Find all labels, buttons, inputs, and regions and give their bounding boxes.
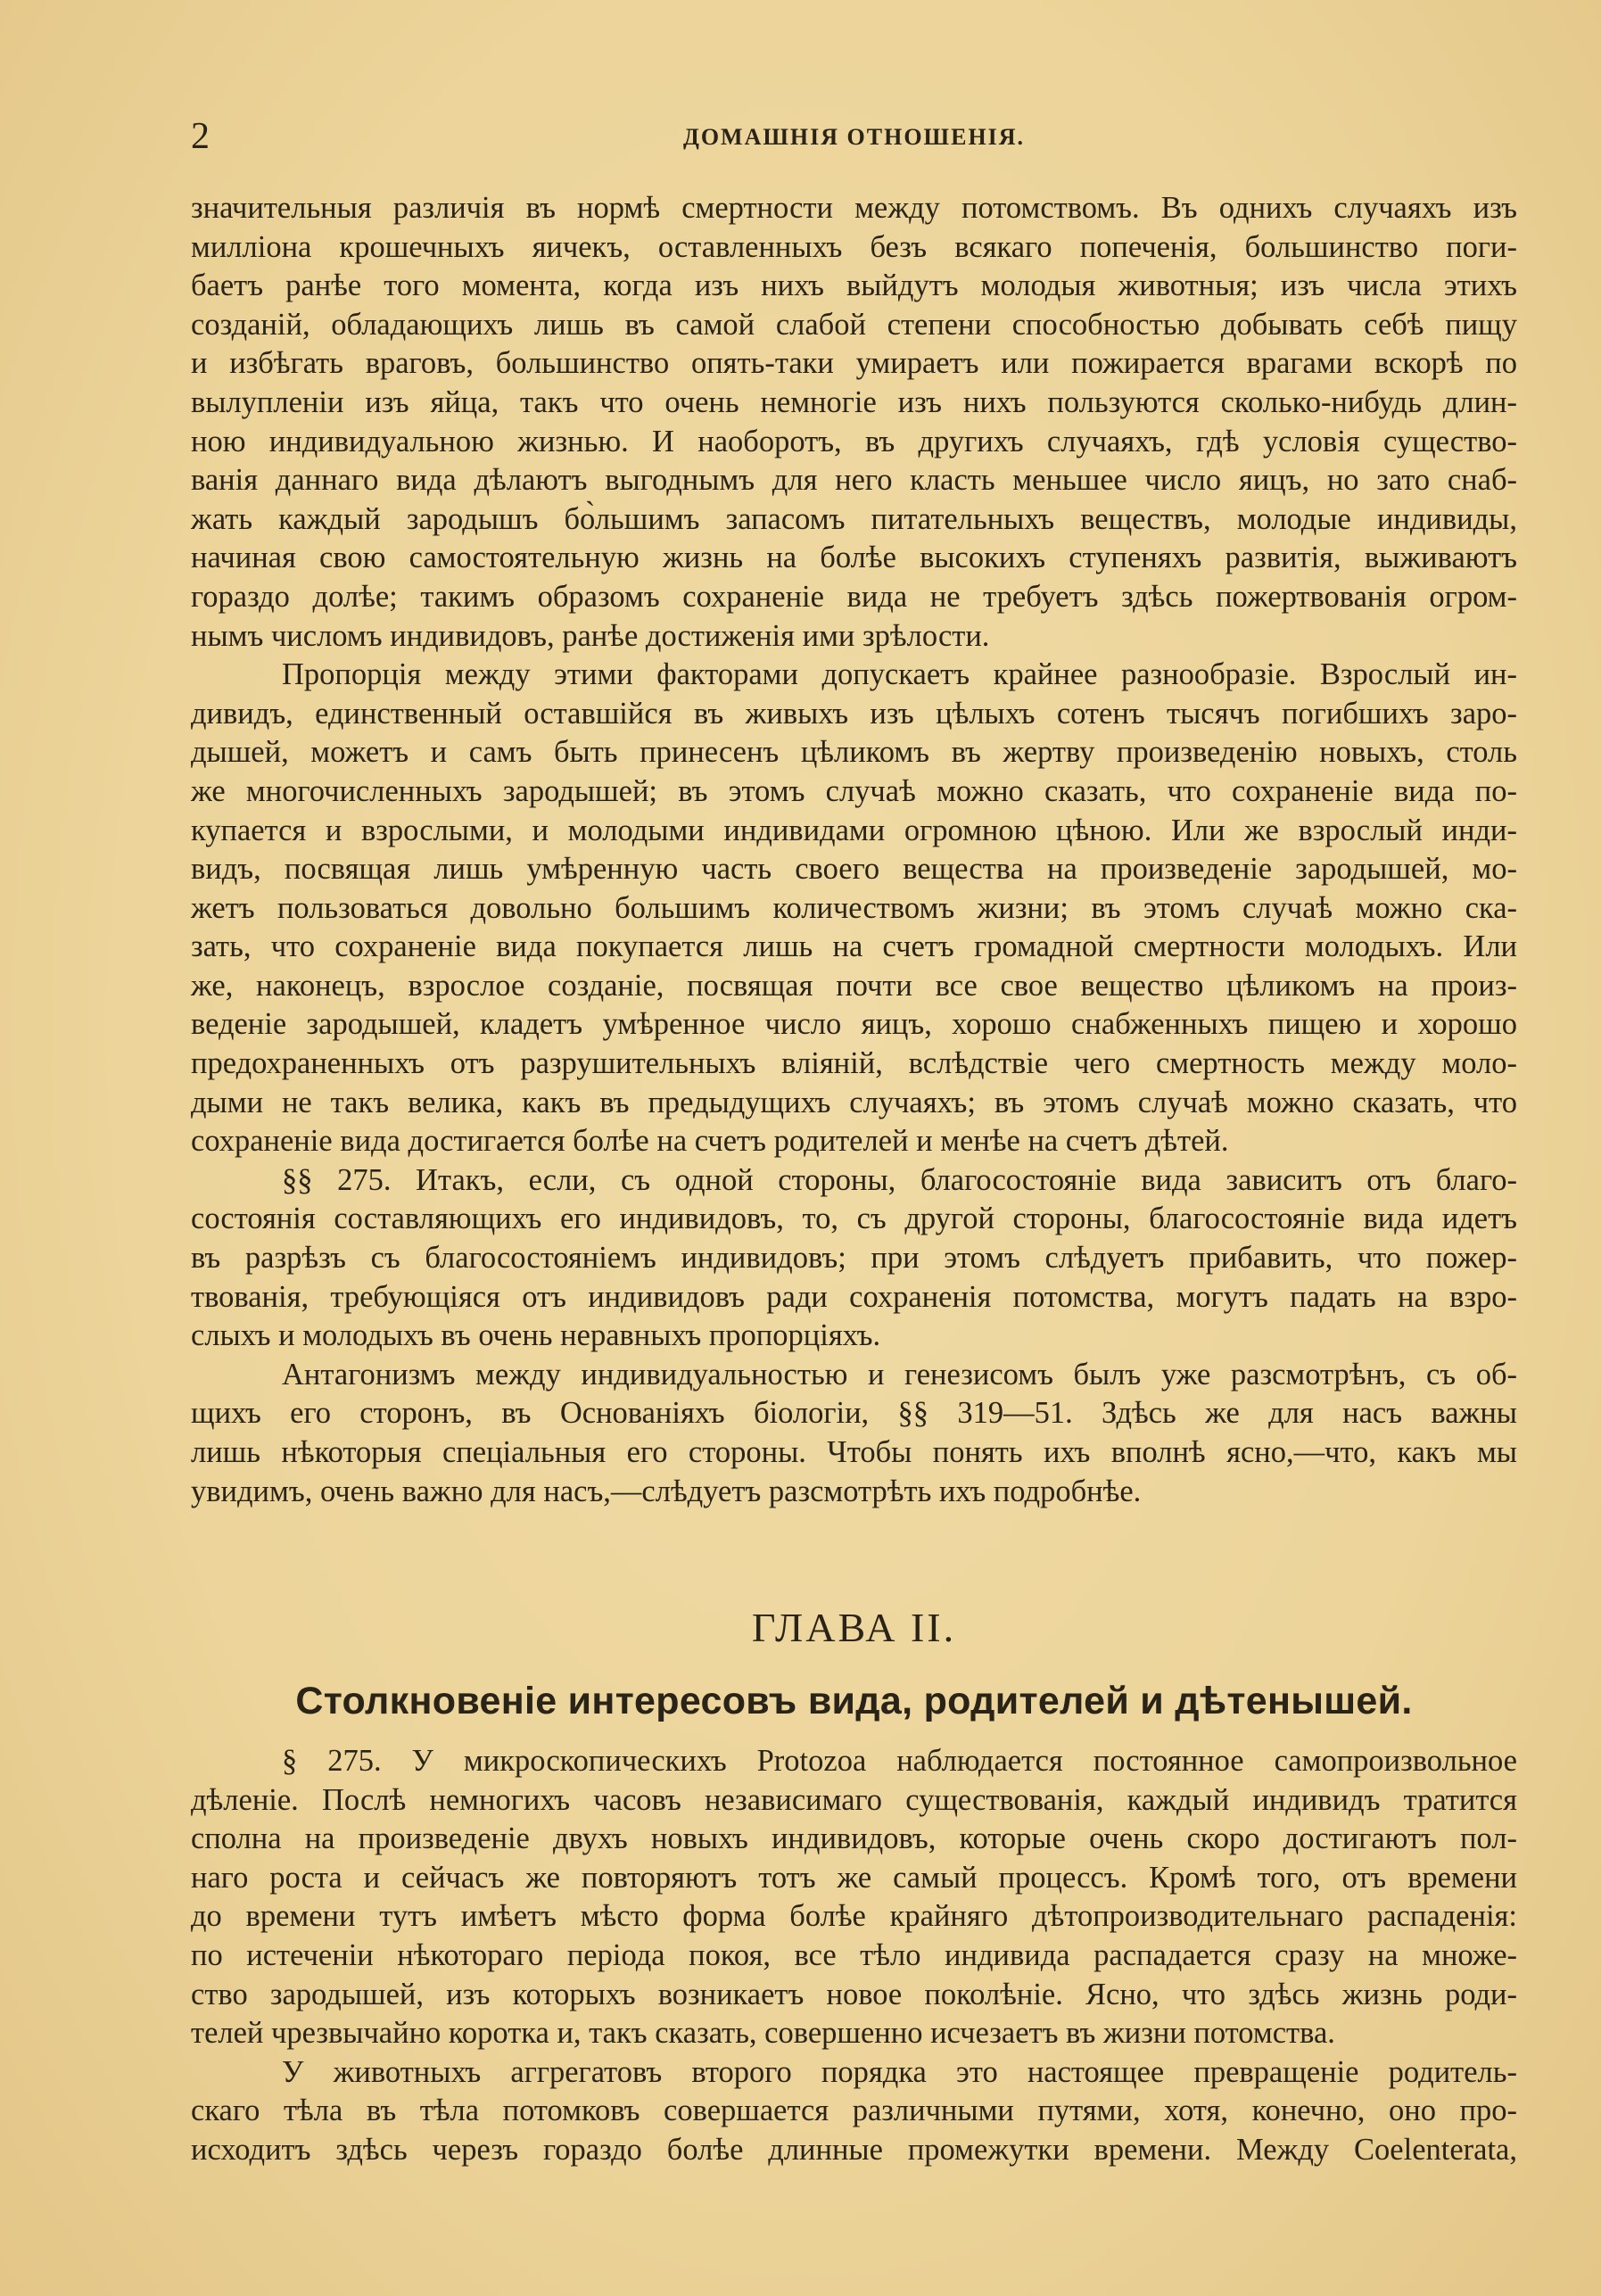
text-line: значительныя различія въ нормѣ смертности между потомствомъ. Въ однихъ случаяхъ изъ	[191, 191, 1517, 225]
main-text-block	[191, 189, 1517, 1511]
paragraph-4	[191, 1356, 1517, 1511]
text-line: скаго тѣла въ тѣла потомковъ совершается различными путями, хотя, конечно, оно про-	[191, 2094, 1517, 2128]
text-line: же, наконецъ, взрослое созданіе, посвящая почти все свое вещество цѣликомъ на произ-	[191, 968, 1517, 1003]
text-line: жетъ пользоваться довольно большимъ количествомъ жизни; въ этомъ случаѣ можно ска-	[191, 890, 1517, 925]
text-line: состоянія составляющихъ его индивидовъ, то, съ другой стороны, благосостояніе вида идетъ	[191, 1202, 1517, 1236]
paragraph-6	[191, 2053, 1517, 2170]
text-line: дышей, можетъ и самъ быть принесенъ цѣликомъ въ жертву произведенію новыхъ, столь	[191, 735, 1517, 770]
text-line: жать каждый зародышъ бо̀льшимъ запасомъ питательныхъ веществъ, молодые индивиды,	[191, 501, 1517, 536]
text-line: сохраненіе вида достигается болѣе на счетъ родителей и менѣе на счетъ дѣтей.	[191, 1124, 1229, 1159]
text-line: слыхъ и молодыхъ въ очень неравныхъ пропорціяхъ.	[191, 1318, 881, 1353]
text-line: наго роста и сейчасъ же повторяютъ тотъ же самый процессъ. Кромѣ того, отъ времени	[191, 1860, 1517, 1895]
text-line: въ разрѣзъ съ благосостояніемъ индивидовъ; при этомъ слѣдуетъ прибавить, что пожер-	[191, 1241, 1517, 1276]
text-line: Антагонизмъ между индивидуальностью и генезисомъ былъ уже разсмотрѣнъ, съ об-	[282, 1357, 1517, 1392]
page-header	[191, 114, 1517, 159]
text-line: Пропорція между этими факторами допускаетъ крайнее разнообразіе. Взрослый ин-	[282, 657, 1517, 692]
text-line: нымъ числомъ индивидовъ, ранѣе достиженія ими зрѣлости.	[191, 618, 990, 653]
text-line: § 275. У микроскопическихъ Protozoa наблюдается постоянное самопроизвольное	[282, 1744, 1517, 1778]
text-line: гораздо долѣе; такимъ образомъ сохраненіе вида не требуетъ здѣсь пожертвованія огром-	[191, 579, 1517, 614]
text-line: дивидъ, единственный оставшійся въ живыхъ изъ цѣлыхъ сотенъ тысячъ погибшихъ заро-	[191, 696, 1517, 731]
text-line: щихъ его сторонъ, въ Основаніяхъ біологіи, §§ 319—51. Здѣсь же для насъ важны	[191, 1396, 1517, 1431]
text-line: зать, что сохраненіе вида покупается лишь на счетъ громадной смертности молодыхъ. Или	[191, 929, 1517, 964]
text-line: сполна на произведеніе двухъ новыхъ индивидовъ, которые очень скоро достигаютъ пол-	[191, 1821, 1517, 1856]
text-line: предохраненныхъ отъ разрушительныхъ вліяній, вслѣдствіе чего смертность между моло-	[191, 1046, 1517, 1081]
text-line: купается и взрослыми, и молодыми индивидами огромною цѣною. Или же взрослый инди-	[191, 813, 1517, 847]
text-line: ство зародышей, изъ которыхъ возникаетъ новое поколѣніе. Ясно, что здѣсь жизнь роди-	[191, 1977, 1517, 2011]
chapter-subtitle: Столкновеніе интересовъ вида, родителей и дѣтенышей.	[295, 1680, 1413, 1722]
paragraph-3	[191, 1161, 1517, 1356]
text-line: дыми не такъ велика, какъ въ предыдущихъ случаяхъ; въ этомъ случаѣ можно сказать, что	[191, 1085, 1517, 1119]
page-number: 2	[191, 116, 210, 157]
text-line: начиная свою самостоятельную жизнь на болѣе высокихъ ступеняхъ развитія, выживаютъ	[191, 541, 1517, 575]
text-line: баетъ ранѣе того момента, когда изъ нихъ выйдутъ молодыя животныя; изъ числа этихъ	[191, 268, 1517, 303]
text-line: же многочисленныхъ зародышей; въ этомъ случаѣ можно сказать, что сохраненіе вида по-	[191, 773, 1517, 808]
text-line: видъ, посвящая лишь умѣренную часть своего вещества на произведеніе зародышей, мо-	[191, 852, 1517, 887]
text-line: до времени тутъ имѣетъ мѣсто форма болѣе крайняго дѣтопроизводительнаго распаденія:	[191, 1899, 1517, 1934]
chapter-title: ГЛАВА II.	[751, 1605, 957, 1650]
text-line: ною индивидуальною жизнью. И наоборотъ, въ другихъ случаяхъ, гдѣ условія существо-	[191, 424, 1517, 458]
text-line: по истеченіи нѣкотораго періода покоя, все тѣло индивида распадается сразу на множе-	[191, 1937, 1517, 1972]
text-line: лишь нѣкоторыя спеціальныя его стороны. Чтобы понять ихъ вполнѣ ясно,—что, какъ мы	[191, 1435, 1517, 1469]
text-line: ванія даннаго вида дѣлаютъ выгоднымъ для него класть меньшее число яицъ, но зато снаб-	[191, 463, 1517, 498]
text-line: У животныхъ аггрегатовъ второго порядка это настоящее превращеніе родитель-	[282, 2054, 1517, 2089]
text-line: §§ 275. Итакъ, если, съ одной стороны, благосостояніе вида зависитъ отъ благо-	[282, 1162, 1517, 1197]
text-line: милліона крошечныхъ яичекъ, оставленныхъ безъ всякаго попеченія, большинство поги-	[191, 229, 1517, 264]
text-line: телей чрезвычайно коротка и, такъ сказать, совершенно исчезаетъ въ жизни потомства.	[191, 2016, 1335, 2051]
text-line: дѣленіе. Послѣ немногихъ часовъ независимаго существованія, каждый индивидъ тратится	[191, 1782, 1517, 1817]
running-head: ДОМАШНІЯ ОТНОШЕНІЯ.	[682, 124, 1026, 150]
text-line: вылупленіи изъ яйца, такъ что очень немногіе изъ нихъ пользуются сколько-нибудь длин-	[191, 384, 1517, 419]
text-line: созданій, обладающихъ лишь въ самой слабой степени способностью добывать себѣ пищу	[191, 307, 1517, 342]
text-line: и избѣгать враговъ, большинство опять-таки умираетъ или пожирается врагами вскорѣ по	[191, 346, 1517, 381]
paragraph-1	[191, 189, 1517, 656]
paragraph-2	[191, 656, 1517, 1161]
text-line: твованія, требующіяся отъ индивидовъ ради сохраненія потомства, могутъ падать на взро-	[191, 1279, 1517, 1314]
chapter-text-block	[191, 1742, 1517, 2170]
paragraph-5	[191, 1742, 1517, 2053]
text-line: веденіе зародышей, кладетъ умѣренное число яицъ, хорошо снабженныхъ пищею и хорошо	[191, 1007, 1517, 1042]
text-line: увидимъ, очень важно для насъ,—слѣдуетъ разсмотрѣть ихъ подробнѣе.	[191, 1474, 1142, 1508]
text-line: исходитъ здѣсь черезъ гораздо болѣе длинные промежутки времени. Между Coelenterata,	[191, 2132, 1517, 2167]
